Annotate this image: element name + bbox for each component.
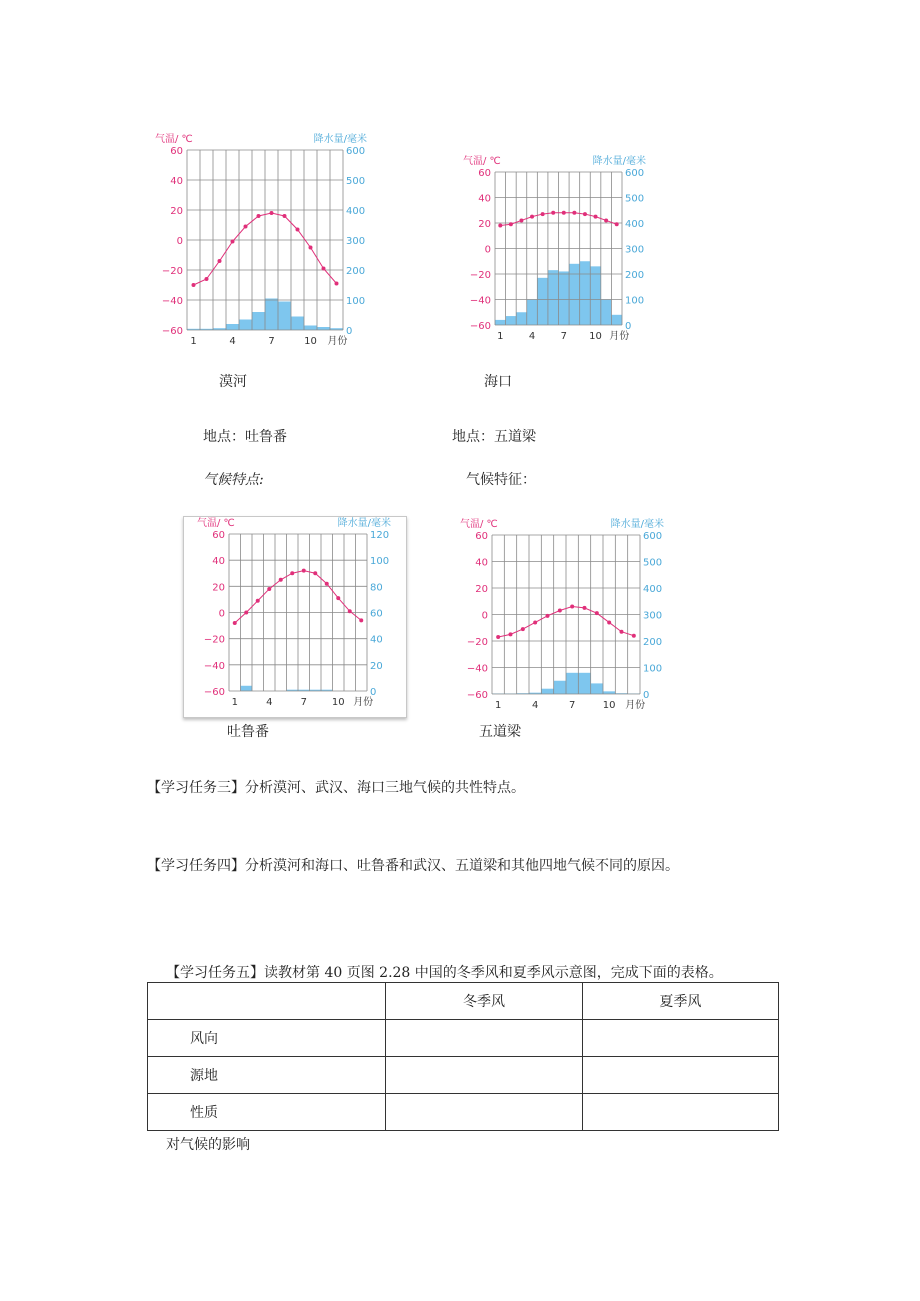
precip-tick-label: 0 [643,690,650,701]
precip-bar [492,693,504,694]
precip-bar [578,673,590,694]
precip-tick-label: 300 [346,236,366,247]
precip-bar [628,693,640,694]
precip-bar [278,302,291,331]
caption-turpan: 吐鲁番 [227,724,269,740]
temperature-line [500,213,616,226]
cell-winter-nature[interactable] [386,1094,582,1131]
temperature-point [335,282,339,286]
precip-bar [603,691,615,694]
x-tick-label: 月份 [353,697,374,708]
temp-tick-label: 20 [170,206,183,217]
precip-bar [559,271,570,325]
caption-mohe: 漠河 [219,374,247,390]
table-row [148,1020,779,1057]
precip-bar [265,299,278,331]
temp-tick-label: −60 [161,326,183,337]
precip-bar [529,693,541,694]
temperature-point [283,214,287,218]
row-label-direction: 风向 [148,1020,386,1057]
x-tick-label: 7 [268,336,275,347]
temp-axis-title: 气温/ ℃ [197,518,235,529]
precip-axis-title: 降水量/毫米 [337,518,391,529]
temp-axis-title: 气温/ ℃ [155,134,193,145]
temp-tick-label: −20 [469,270,491,281]
precip-tick-label: 0 [370,687,377,698]
precip-bar [517,693,529,694]
temperature-point [205,277,209,281]
temperature-point [558,609,562,613]
precip-tick-label: 400 [346,206,366,217]
precip-bar [516,312,527,325]
x-tick-label: 月份 [327,336,348,347]
table-row [148,1094,779,1131]
cell-summer-nature[interactable] [582,1094,778,1131]
precip-tick-label: 60 [370,608,383,620]
x-tick-label: 4 [528,331,536,342]
temperature-point [192,283,196,287]
precip-tick-label: 200 [625,270,645,281]
row-label-source: 源地 [148,1057,386,1094]
temperature-point [218,259,222,263]
precip-tick-label: 20 [370,660,383,672]
precip-axis-title: 降水量/毫米 [313,134,367,145]
caption-haikou: 海口 [484,374,512,390]
climate-features-label: 气候特征： [466,472,536,488]
temperature-point [530,215,534,219]
temp-tick-label: −20 [466,637,488,648]
precip-tick-label: 400 [643,584,663,595]
temperature-point [607,620,611,624]
temp-axis-title: 气温/ ℃ [463,156,501,167]
temp-tick-label: −40 [469,295,491,307]
cell-winter-source[interactable] [386,1057,582,1094]
temperature-point [562,211,566,215]
place-turpan: 地点：吐鲁番 [203,429,287,445]
temperature-point [570,605,574,609]
place-wudaoliang: 地点：五道梁 [452,429,536,445]
x-tick-label: 7 [560,331,567,342]
table-row [148,1057,779,1094]
temp-tick-label: 40 [212,556,225,568]
task-five: 【学习任务五】读教材第 40 页图 2.28 中国的冬季风和夏季风示意图，完成下面的表格。 [166,965,723,981]
temp-tick-label: −40 [466,663,488,675]
table-footer-label: 对气候的影响 [166,1137,250,1153]
x-tick-label: 10 [589,331,602,342]
monsoon-table [147,982,779,1131]
x-tick-label: 10 [602,700,616,711]
precip-bar [239,320,252,331]
temp-axis-title: 气温/ ℃ [460,519,498,530]
cell-summer-direction[interactable] [582,1020,778,1057]
x-tick-label: 月份 [609,331,630,342]
header-cell-empty [148,983,386,1020]
precip-bar [527,300,538,326]
temp-tick-label: 60 [212,530,225,541]
x-tick-label: 4 [531,700,539,711]
temperature-point [509,632,513,636]
precip-bar [548,270,559,325]
temp-tick-label: 20 [212,582,225,594]
temperature-point [551,211,555,215]
precip-bar [504,693,516,694]
header-cell-summer: 夏季风 [582,983,778,1020]
temp-tick-label: 60 [170,146,183,157]
precip-axis-title: 降水量/毫米 [592,156,646,167]
precip-tick-label: 300 [625,244,645,256]
temperature-point [509,222,513,226]
temperature-point [604,218,608,222]
x-tick-label: 7 [300,697,307,708]
temp-tick-label: 0 [484,244,491,256]
precip-tick-label: 500 [625,193,645,205]
temperature-point [594,215,598,219]
temperature-line [194,213,337,285]
precip-tick-label: 200 [346,266,366,277]
header-cell-winter: 冬季风 [386,983,582,1020]
precip-bar [554,681,566,694]
precip-tick-label: 500 [346,176,366,187]
temp-tick-label: 20 [478,219,491,230]
precip-bar [252,312,265,330]
temperature-point [583,606,587,610]
precip-tick-label: 0 [346,326,353,337]
temperature-point [296,228,300,232]
temperature-point [615,222,619,226]
temperature-point [257,214,261,218]
temp-tick-label: 40 [170,176,183,187]
precip-bar [537,278,548,325]
precip-bar [495,320,506,325]
precip-tick-label: 40 [370,634,383,646]
precip-bar [304,326,317,331]
temp-tick-label: −20 [203,634,225,646]
precip-bar [317,327,330,330]
caption-wudaoliang: 五道梁 [479,724,521,740]
precip-tick-label: 600 [346,146,366,157]
temperature-point [244,225,248,229]
climate-traits-label: 气候特点: [203,472,264,488]
temperature-point [541,212,545,216]
precip-bar [226,324,239,330]
temp-tick-label: 0 [481,610,488,622]
x-tick-label: 1 [494,700,502,711]
x-tick-label: 1 [231,697,238,708]
x-tick-label: 4 [229,336,236,347]
cell-winter-direction[interactable] [386,1020,582,1057]
temperature-point [546,614,550,618]
precip-tick-label: 100 [370,556,390,568]
temp-tick-label: 0 [176,236,183,247]
precip-tick-label: 100 [346,296,366,307]
temperature-point [309,246,313,250]
temperature-point [496,635,500,639]
precip-bar [569,264,580,325]
temp-tick-label: −40 [161,296,183,307]
row-label-nature: 性质 [148,1094,386,1131]
temp-tick-label: 60 [475,531,488,542]
precip-tick-label: 600 [643,531,663,542]
temperature-point [521,627,525,631]
x-tick-label: 1 [190,336,197,347]
temp-tick-label: −60 [466,690,488,701]
task-three: 【学习任务三】分析漠河、武汉、海口三地气候的共性特点。 [147,780,525,796]
temp-tick-label: 40 [475,557,488,569]
x-tick-label: 月份 [625,700,646,711]
precip-bar [615,693,627,694]
precip-tick-label: 200 [643,637,663,648]
precip-bar [187,329,200,330]
temp-tick-label: −40 [203,660,225,672]
turpan-image-frame [183,516,407,718]
table-header-row [148,983,779,1020]
temp-tick-label: −20 [161,266,183,277]
temperature-point [231,240,235,244]
precip-bar [601,300,612,326]
x-tick-label: 4 [266,697,273,708]
precip-tick-label: 120 [370,530,390,541]
temperature-point [533,620,537,624]
precip-bar [590,266,601,325]
temp-tick-label: 20 [475,584,488,595]
precip-bar [580,261,591,325]
x-tick-label: 1 [497,331,504,342]
temperature-point [572,211,576,215]
x-tick-label: 10 [331,697,345,708]
temperature-point [583,212,587,216]
precip-axis-title: 降水量/毫米 [610,519,664,530]
temp-tick-label: −60 [469,321,491,332]
x-tick-label: 10 [304,336,317,347]
x-tick-label: 7 [568,700,576,711]
precip-bar [611,315,622,325]
precip-tick-label: 100 [625,295,645,307]
temp-tick-label: 60 [478,168,491,179]
precip-bar [213,328,226,330]
temperature-point [322,267,326,271]
precip-bar [291,317,304,331]
precip-bar [566,673,578,694]
precip-bar [330,328,343,330]
temp-tick-label: −60 [203,687,225,698]
task-four: 【学习任务四】分析漠河和海口、吐鲁番和武汉、五道梁和其他四地气候不同的原因。 [147,858,679,874]
temperature-point [270,211,274,215]
precip-tick-label: 100 [643,663,663,675]
temperature-point [519,218,523,222]
temperature-line [498,607,634,637]
precip-tick-label: 80 [370,582,383,594]
precip-tick-label: 0 [625,321,632,332]
precip-tick-label: 500 [643,557,663,569]
precip-tick-label: 300 [643,610,663,622]
temperature-point [595,611,599,615]
precip-bar [200,329,213,330]
precip-bar [541,689,553,694]
cell-summer-source[interactable] [582,1057,778,1094]
precip-bar [591,683,603,694]
temperature-point [620,630,624,634]
precip-bar [506,316,517,325]
temp-tick-label: 40 [478,193,491,205]
precip-tick-label: 400 [625,219,645,230]
temperature-point [498,224,502,228]
temperature-point [632,634,636,638]
precip-tick-label: 600 [625,168,645,179]
temp-tick-label: 0 [218,608,225,620]
